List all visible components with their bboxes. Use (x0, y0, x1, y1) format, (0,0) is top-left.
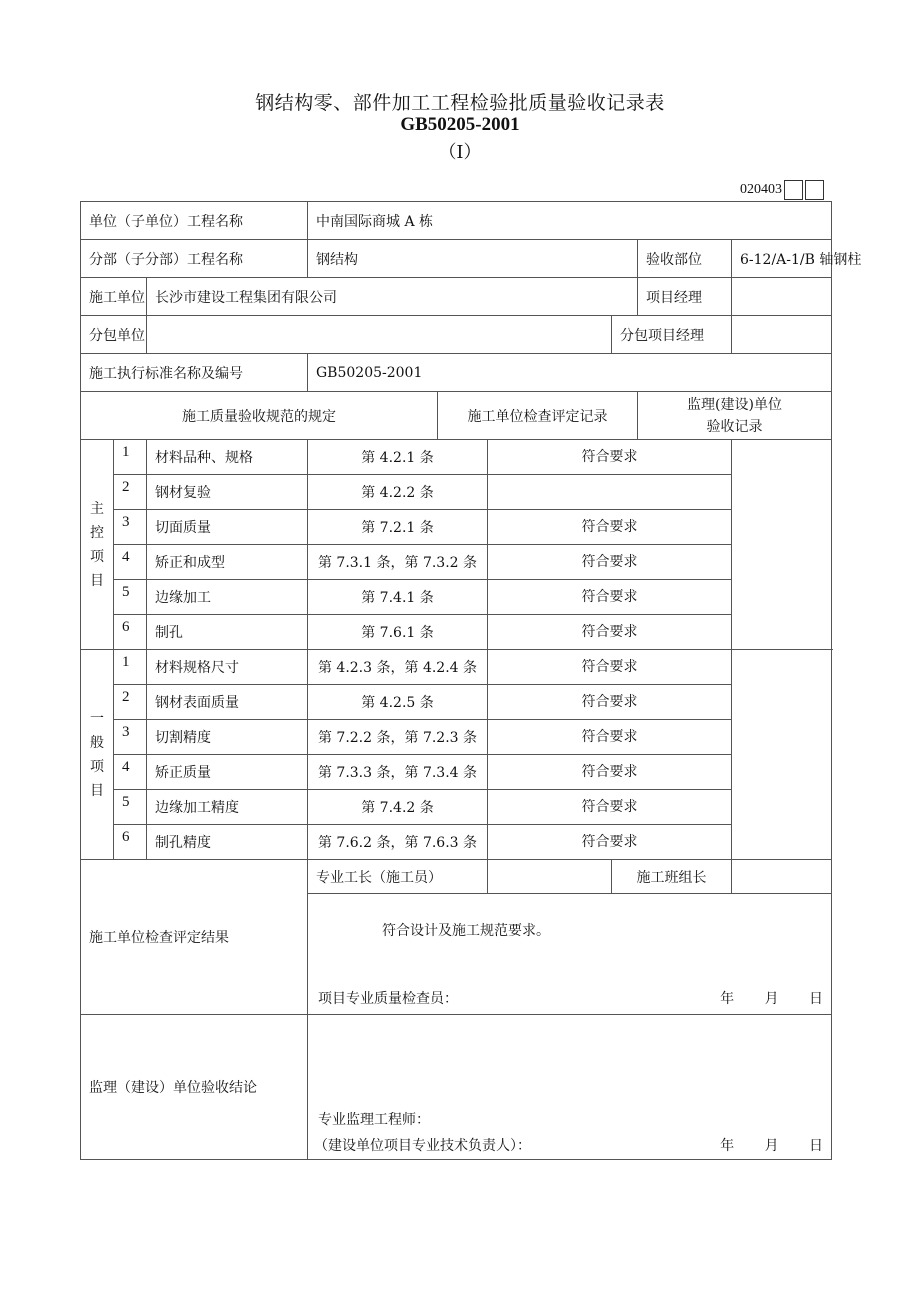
item-result[interactable] (488, 475, 732, 510)
inspection-location-value[interactable]: 6-12/A-1/B 轴钢柱 (732, 240, 832, 278)
subcontractor-label: 分包单位 (81, 316, 147, 354)
supervisor-date: 年 月 日 (720, 1138, 824, 1154)
inspector-date: 年 月 日 (720, 991, 824, 1007)
item-name: 钢材表面质量 (147, 685, 308, 720)
supervising-engineer-label: 专业监理工程师： (318, 1112, 430, 1128)
general-item-row (81, 790, 832, 825)
form-code-box-2[interactable] (805, 180, 824, 200)
item-clause: 第 4.2.3 条，第 4.2.4 条 (308, 650, 488, 685)
info-row-unit (81, 202, 832, 240)
item-result[interactable]: 符合要求 (488, 545, 732, 580)
team-leader-label: 施工班组长 (612, 860, 732, 894)
item-name: 矫正质量 (147, 755, 308, 790)
item-clause: 第 4.2.1 条 (308, 440, 488, 475)
main-item-row (81, 580, 832, 615)
project-manager-label: 项目经理 (638, 278, 732, 316)
owner-tech-lead-label: （建设单位项目专业技术负责人）： (314, 1138, 531, 1154)
contractor-value[interactable]: 长沙市建设工程集团有限公司 (147, 278, 638, 316)
main-item-row (81, 510, 832, 545)
subcontractor-value[interactable] (147, 316, 612, 354)
form-title: 钢结构零、部件加工工程检验批质量验收记录表 (255, 92, 665, 114)
supervisor-result-label: 监理（建设）单位验收结论 (81, 1015, 308, 1160)
supervisor-record-column-header (638, 392, 832, 440)
standard-code: GB50205-2001 (400, 114, 520, 135)
info-row-contractor (81, 278, 832, 316)
item-name: 边缘加工 (147, 580, 308, 615)
form-code-text: 020403 (740, 182, 782, 197)
item-result[interactable]: 符合要求 (488, 825, 732, 860)
item-result[interactable]: 符合要求 (488, 510, 732, 545)
item-clause: 第 4.2.5 条 (308, 685, 488, 720)
item-name: 钢材复验 (147, 475, 308, 510)
supervisor-header-line1: 监理(建设)单位 (687, 396, 782, 413)
form-code (740, 180, 824, 200)
sub-project-label: 分部（子分部）工程名称 (81, 240, 308, 278)
item-number: 2 (114, 685, 147, 720)
item-clause: 第 7.6.2 条，第 7.6.3 条 (308, 825, 488, 860)
sub-project-value[interactable]: 钢结构 (308, 240, 638, 278)
item-clause: 第 7.2.1 条 (308, 510, 488, 545)
project-manager-value[interactable] (732, 278, 832, 316)
supervisor-signature-line (314, 1135, 823, 1155)
general-item-row (81, 755, 832, 790)
main-items-supervisor-record[interactable] (732, 440, 832, 650)
general-item-row (81, 650, 832, 685)
foreman-value[interactable] (488, 860, 612, 894)
item-number: 1 (114, 440, 147, 475)
general-items-group-label: 一 般 项 目 (81, 650, 114, 860)
item-result[interactable]: 符合要求 (488, 790, 732, 825)
item-name: 制孔精度 (147, 825, 308, 860)
sub-project-manager-value[interactable] (732, 316, 832, 354)
inspector-signature-line (318, 988, 823, 1008)
item-number: 4 (114, 755, 147, 790)
foreman-label: 专业工长（施工员） (308, 860, 488, 894)
general-item-row (81, 825, 832, 860)
item-clause: 第 7.3.3 条，第 7.3.4 条 (308, 755, 488, 790)
unit-project-value[interactable]: 中南国际商城 A 栋 (308, 202, 832, 240)
item-name: 切面质量 (147, 510, 308, 545)
contractor-conclusion-cell[interactable] (308, 894, 832, 1015)
item-result[interactable]: 符合要求 (488, 650, 732, 685)
spec-column-header: 施工质量验收规范的规定 (81, 392, 438, 440)
general-items-supervisor-record[interactable] (732, 650, 832, 860)
item-name: 切割精度 (147, 720, 308, 755)
item-name: 制孔 (147, 615, 308, 650)
item-clause: 第 7.4.2 条 (308, 790, 488, 825)
item-name: 边缘加工精度 (147, 790, 308, 825)
item-number: 2 (114, 475, 147, 510)
item-number: 1 (114, 650, 147, 685)
supervisor-conclusion-cell[interactable] (308, 1015, 832, 1160)
sub-project-manager-label: 分包项目经理 (612, 316, 732, 354)
item-clause: 第 7.3.1 条，第 7.3.2 条 (308, 545, 488, 580)
item-result[interactable]: 符合要求 (488, 755, 732, 790)
main-item-row (81, 545, 832, 580)
item-number: 5 (114, 790, 147, 825)
column-header-row (81, 392, 832, 440)
supervisor-header-line2: 验收记录 (706, 418, 763, 435)
item-name: 材料品种、规格 (147, 440, 308, 475)
standard-value[interactable]: GB50205-2001 (308, 354, 832, 392)
supervisor-conclusion-row (81, 1015, 832, 1160)
general-item-row (81, 720, 832, 755)
contractor-result-label: 施工单位检查评定结果 (81, 860, 308, 1015)
item-clause: 第 4.2.2 条 (308, 475, 488, 510)
info-row-subproject (81, 240, 832, 278)
form-code-box-1[interactable] (784, 180, 803, 200)
item-number: 6 (114, 825, 147, 860)
main-item-row (81, 475, 832, 510)
part-number: （Ⅰ） (438, 142, 482, 163)
item-result[interactable]: 符合要求 (488, 615, 732, 650)
main-item-row (81, 440, 832, 475)
contractor-record-column-header: 施工单位检查评定记录 (438, 392, 638, 440)
item-result[interactable]: 符合要求 (488, 720, 732, 755)
item-clause: 第 7.6.1 条 (308, 615, 488, 650)
item-number: 3 (114, 510, 147, 545)
item-clause: 第 7.2.2 条，第 7.2.3 条 (308, 720, 488, 755)
item-number: 4 (114, 545, 147, 580)
main-item-row (81, 615, 832, 650)
contractor-label: 施工单位 (81, 278, 147, 316)
item-name: 矫正和成型 (147, 545, 308, 580)
inspector-label: 项目专业质量检查员： (318, 991, 458, 1007)
inspection-form-table (80, 201, 862, 1160)
item-clause: 第 7.4.1 条 (308, 580, 488, 615)
unit-project-label: 单位（子单位）工程名称 (81, 202, 308, 240)
inspection-location-label: 验收部位 (638, 240, 732, 278)
team-leader-value[interactable] (732, 860, 832, 894)
item-result[interactable]: 符合要求 (488, 440, 732, 475)
contractor-signoff-row (81, 860, 832, 894)
item-number: 5 (114, 580, 147, 615)
item-result[interactable]: 符合要求 (488, 580, 732, 615)
item-number: 6 (114, 615, 147, 650)
info-row-subcontractor (81, 316, 832, 354)
item-name: 材料规格尺寸 (147, 650, 308, 685)
item-number: 3 (114, 720, 147, 755)
main-items-group-label: 主 控 项 目 (81, 440, 114, 650)
item-result[interactable]: 符合要求 (488, 685, 732, 720)
info-row-standard (81, 354, 832, 392)
standard-label: 施工执行标准名称及编号 (81, 354, 308, 392)
contractor-conclusion-text: 符合设计及施工规范要求。 (382, 923, 550, 939)
general-item-row (81, 685, 832, 720)
